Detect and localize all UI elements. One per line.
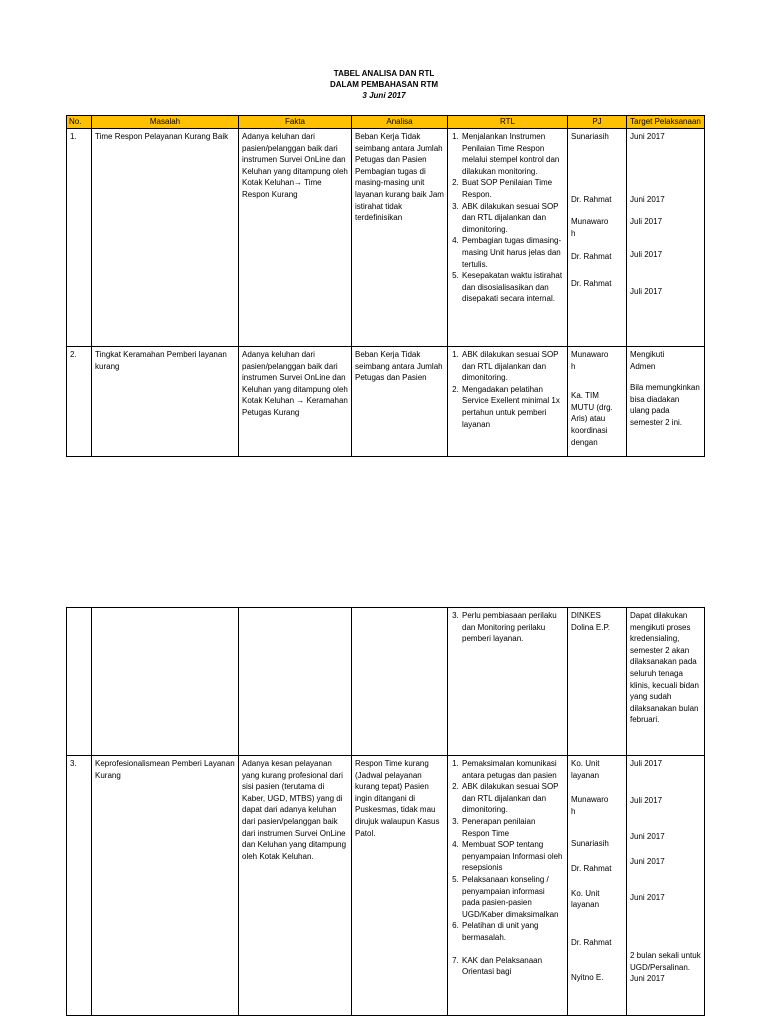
row-number xyxy=(67,608,92,756)
document-title-block xyxy=(0,68,768,101)
rtl-item: 3. ABK dilakukan sesuai SOP dan RTL dijalankan dan dimonitoring. xyxy=(461,201,564,236)
rtl-list xyxy=(451,131,564,305)
target-entry: Juli 2017 xyxy=(630,759,663,768)
target-entry: Juli 2017 xyxy=(630,217,663,227)
target-entry: Juli 2017 xyxy=(630,795,663,805)
rtl-item: 7. KAK dan Pelaksanaan Orientasi bagi xyxy=(461,955,564,978)
target-cell xyxy=(627,129,705,347)
target-entry: Juli 2017 xyxy=(630,249,663,259)
analisa-cell: Beban Kerja Tidak seimbang antara Jumlah Petugas dan Pasien xyxy=(352,347,448,457)
rtl-item: 3. Penerapan penilaian Respon Time xyxy=(461,816,564,839)
pj-entry: DINKES Dolina E.P. xyxy=(571,611,610,632)
table-row xyxy=(67,756,705,1016)
analisa-cell xyxy=(352,608,448,756)
pj-cell xyxy=(568,129,627,347)
table-row xyxy=(67,608,705,756)
title-line-2: DALAM PEMBAHASAN RTM xyxy=(330,80,438,89)
rtl-item: 1. Pemaksimalan komunikasi antara petugas dan pasien xyxy=(461,758,564,781)
rtl-list xyxy=(451,349,564,430)
fakta-cell xyxy=(239,608,352,756)
title-line-1: TABEL ANALISA DAN RTL xyxy=(333,69,435,78)
analysis-table-page-1 xyxy=(66,115,705,457)
masalah-cell: Time Respon Pelayanan Kurang Baik xyxy=(92,129,239,347)
masalah-cell: Tingkat Keramahan Pemberi layanan kurang xyxy=(92,347,239,457)
pj-entry: Sunariasih xyxy=(571,839,609,849)
rtl-cell xyxy=(448,129,568,347)
rtl-item: 5. Kesepakatan waktu istirahat dan disosialisasikan dan disepakati secara internal. xyxy=(461,270,564,305)
row-number: 3. xyxy=(67,756,92,1016)
target-entry: Mengikuti Admen xyxy=(630,350,665,371)
table-row xyxy=(67,129,705,347)
pj-entry: Munawaroh xyxy=(571,350,609,371)
row-number: 2. xyxy=(67,347,92,457)
rtl-item: 2. ABK dilakukan sesuai SOP dan RTL dijalankan dan dimonitoring. xyxy=(461,781,564,816)
rtl-item: 5. Pelaksanaan konseling / penyampaian informasi pada pasien-pasien UGD/Kaber dimaksimalkan xyxy=(461,874,564,920)
pj-cell xyxy=(568,756,627,1016)
pj-entry: Dr. Rahmat xyxy=(571,278,612,288)
fakta-cell: Adanya keluhan dari pasien/pelanggan baik dari instrumen Survei OnLine dan Keluhan yang ditampung oleh Kotak Keluhan → Keramahan Petugas Kurang xyxy=(239,347,352,457)
rtl-item: 6. Pelatihan di unit yang bermasalah. xyxy=(461,920,564,943)
target-entry: 2 bulan sekali untuk UGD/Persalinan. xyxy=(630,950,701,972)
rtl-item: 4. Membuat SOP tentang penyampaian Informasi oleh resepsionis xyxy=(461,839,564,874)
rtl-item: 2. Buat SOP Penilaian Time Respon. xyxy=(461,177,564,200)
header-masalah: Masalah xyxy=(92,116,239,129)
header-analisa: Analisa xyxy=(352,116,448,129)
analisa-cell: Beban Kerja Tidak seimbang antara Jumlah Petugas dan Pasien Pembagian tugas di masing-masing unit layanan kurang baik Jam istirahat tidak terdefinisikan xyxy=(352,129,448,347)
target-entry: Juni 2017 xyxy=(630,832,665,842)
rtl-item: 1. ABK dilakukan sesuai SOP dan RTL dijalankan dan dimonitoring. xyxy=(461,349,564,384)
header-rtl: RTL xyxy=(448,116,568,129)
rtl-item: 3. Perlu pembiasaan perilaku dan Monitoring perilaku pemberi layanan. xyxy=(461,610,564,645)
pj-cell xyxy=(568,347,627,457)
header-target: Target Pelaksanaan xyxy=(627,116,705,129)
rtl-list xyxy=(451,758,564,978)
rtl-list xyxy=(451,610,564,645)
target-entry: Juni 2017 xyxy=(630,856,665,866)
target-cell xyxy=(627,347,705,457)
masalah-cell: Keprofesionalismean Pemberi Layanan Kurang xyxy=(92,756,239,1016)
pj-entry: Dr. Rahmat xyxy=(571,252,612,262)
pj-entry: Sunariasih xyxy=(571,132,609,141)
target-entry: Dapat dilakukan mengikuti proses kredensialing, semester 2 akan dilaksanakan pada seluruh tenaga klinis, kecuali bidan yang sudah dilaksanakan bulan februari. xyxy=(630,611,699,725)
fakta-cell: Adanya keluhan dari pasien/pelanggan baik dari instrumen Survei OnLine dan Keluhan yang ditampung oleh Kotak Keluhan→ Time Respon Kurang xyxy=(239,129,352,347)
fakta-cell: Adanya kesan pelayanan yang kurang profesional dari sisi pasien (terutama di Kaber, UGD, MTBS) yang di dapat dari adanya keluhan dari pasien/pelanggan baik dari instrumen Survei OnLine dan Keluhan yang ditampung oleh Kotak Keluhan. xyxy=(239,756,352,1016)
masalah-cell xyxy=(92,608,239,756)
target-entry: Juli 2017 xyxy=(630,287,663,297)
analysis-table-page-2 xyxy=(66,607,705,1016)
header-pj: PJ xyxy=(568,116,627,129)
header-no: No. xyxy=(67,116,92,129)
rtl-cell xyxy=(448,608,568,756)
analisa-cell: Respon Time kurang (Jadwal pelayanan kurang tepat) Pasien ingin ditangani di Puskesmas, tidak mau dirujuk walaupun Kasus Patol. xyxy=(352,756,448,1016)
pj-entry: Nyitno E. xyxy=(571,973,604,983)
header-fakta: Fakta xyxy=(239,116,352,129)
target-entry: Juni 2017 xyxy=(630,974,665,984)
pj-entry: Munawaroh xyxy=(571,795,609,816)
pj-entry: Ka. TIM MUTU (drg. Aris) atau koordinasi dengan xyxy=(571,391,613,447)
pj-entry: Dr. Rahmat xyxy=(571,194,612,204)
target-entry: Juni 2017 xyxy=(630,893,665,903)
title-date: 3 Juni 2017 xyxy=(362,91,406,100)
row-number: 1. xyxy=(67,129,92,347)
pj-entry: Dr. Rahmat xyxy=(571,937,612,947)
pj-entry: Ko. Unit layanan xyxy=(571,759,600,780)
target-cell xyxy=(627,756,705,1016)
pj-cell xyxy=(568,608,627,756)
pj-entry: Dr. Rahmat xyxy=(571,863,612,873)
pj-entry: Munawaroh xyxy=(571,217,609,238)
table-header-row xyxy=(67,116,705,129)
target-entry: Bila memungkinkan bisa diadakan ulang pada semester 2 ini. xyxy=(630,383,700,427)
target-entry: Juni 2017 xyxy=(630,194,665,204)
rtl-item: 2. Mengadakan pelatihan Service Exellent minimal 1x pertahun untuk pemberi layanan xyxy=(461,384,564,430)
table-row xyxy=(67,347,705,457)
rtl-item: 1. Menjalankan Instrumen Penilaian Time Respon melalui stempel kontrol dan dilakukan monitoring. xyxy=(461,131,564,177)
rtl-cell xyxy=(448,756,568,1016)
target-entry: Juni 2017 xyxy=(630,132,665,141)
rtl-cell xyxy=(448,347,568,457)
rtl-item: 4. Pembagian tugas dimasing-masing Unit harus jelas dan tertulis. xyxy=(461,235,564,270)
pj-entry: Ko. Unit layanan xyxy=(571,888,600,910)
target-cell xyxy=(627,608,705,756)
